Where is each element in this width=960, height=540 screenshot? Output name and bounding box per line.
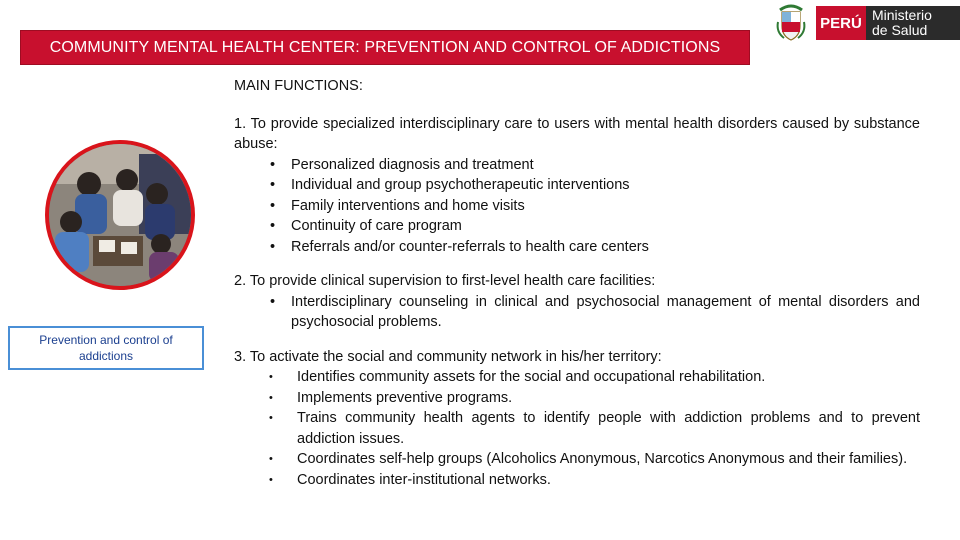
photo-caption: Prevention and control of addictions: [8, 326, 204, 370]
page-title: COMMUNITY MENTAL HEALTH CENTER: PREVENTION AND CONTROL OF ADDICTIONS: [49, 38, 721, 56]
main-functions-heading: MAIN FUNCTIONS:: [234, 78, 363, 94]
list-item: • Family interventions and home visits: [270, 197, 525, 214]
list-item: • Trains community health agents to identify people with addiction problems and to prevent addiction issues.: [269, 410, 920, 447]
list-item: • Personalized diagnosis and treatment: [270, 156, 534, 173]
list-item: • Continuity of care program: [270, 218, 462, 234]
ministry-line-2: de Salud: [872, 22, 928, 38]
section-1-heading: 1. To provide specialized interdisciplinary care to users with mental health disorders caused by substance abuse:: [234, 115, 920, 152]
section-3: [234, 347, 920, 491]
section-3-heading: 3. To activate the social and community network in his/her territory:: [234, 348, 662, 365]
peru-label: PERÚ: [816, 6, 866, 40]
title-banner: [20, 30, 750, 65]
section-3-list: [234, 367, 920, 490]
list-item: • Individual and group psychotherapeutic interventions: [270, 177, 630, 193]
list-item: • Implements preventive programs.: [269, 389, 513, 406]
ministry-logo: [770, 0, 960, 46]
section-1: [234, 114, 920, 258]
group-photo-image: [49, 144, 191, 286]
list-item: • Coordinates inter-institutional networks.: [269, 471, 551, 488]
section-2-heading: 2. To provide clinical supervision to first-level health care facilities:: [234, 273, 656, 289]
list-item: • Interdisciplinary counseling in clinical and psychosocial management of mental disorders and psychosocial problems.: [270, 293, 920, 330]
main-content: [234, 76, 920, 504]
coat-of-arms-icon: [774, 2, 808, 42]
list-item: • Identifies community assets for the social and occupational rehabilitation.: [269, 369, 766, 385]
community-photo: [45, 140, 195, 290]
section-2-list: [234, 292, 920, 333]
ministry-line-1: Ministerio: [872, 7, 932, 23]
list-item: • Referrals and/or counter-referrals to health care centers: [270, 238, 649, 255]
ministry-label: [866, 6, 960, 40]
list-item: • Coordinates self-help groups (Alcoholics Anonymous, Narcotics Anonymous and their families).: [269, 451, 908, 467]
section-1-list: [234, 155, 920, 258]
section-2: [234, 271, 920, 333]
